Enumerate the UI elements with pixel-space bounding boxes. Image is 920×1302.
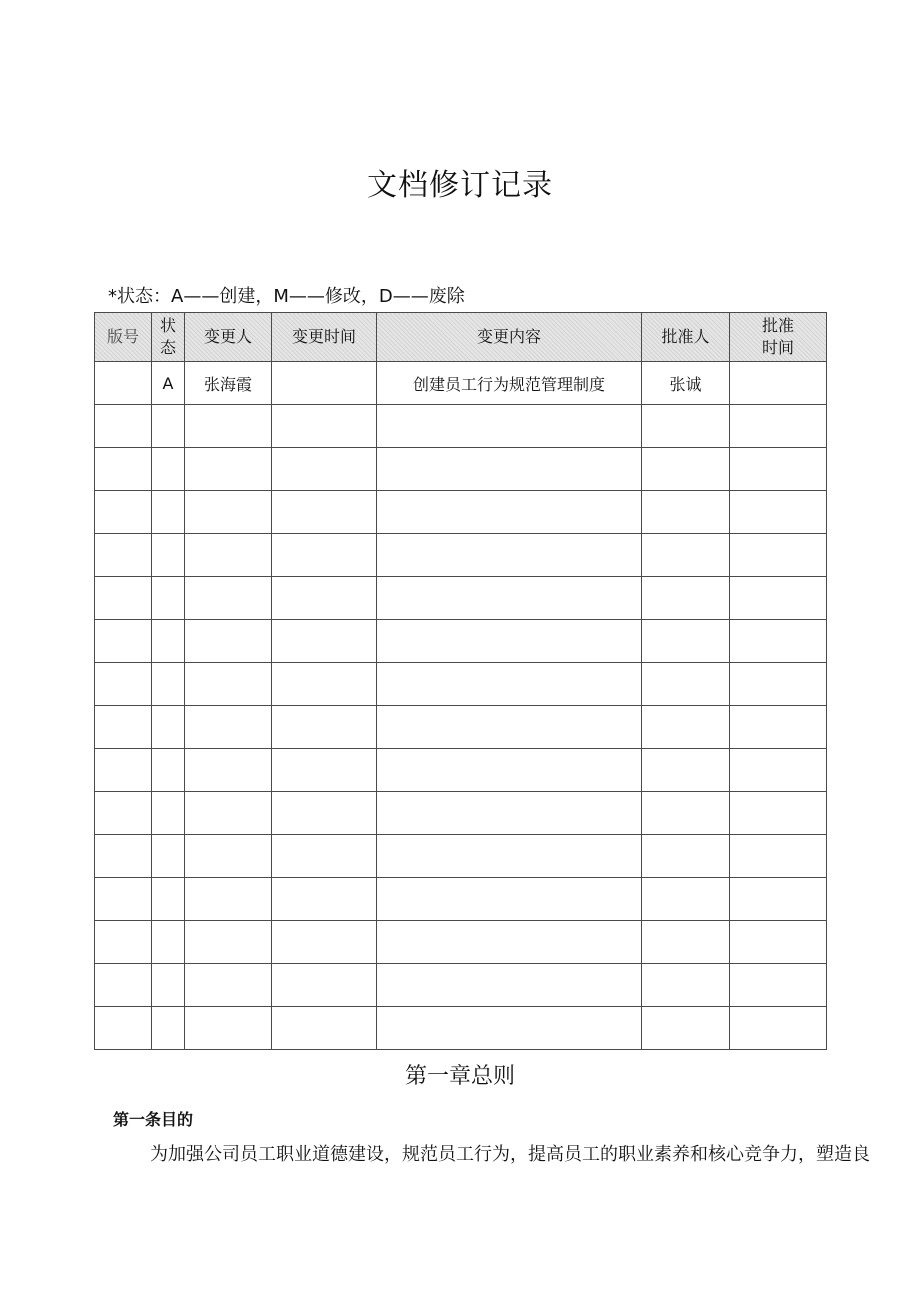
header-status: 状 态	[152, 313, 185, 362]
cell-approval-time	[730, 620, 827, 663]
cell-approval-time	[730, 491, 827, 534]
cell-approver	[642, 792, 730, 835]
cell-status	[152, 835, 185, 878]
cell-approver	[642, 491, 730, 534]
cell-change-content	[377, 749, 642, 792]
table-row	[95, 921, 827, 964]
cell-change-time	[272, 534, 377, 577]
cell-version	[95, 491, 152, 534]
cell-status	[152, 577, 185, 620]
cell-change-content	[377, 835, 642, 878]
cell-change-content	[377, 921, 642, 964]
cell-change-content	[377, 577, 642, 620]
cell-changer	[185, 749, 272, 792]
cell-change-time	[272, 749, 377, 792]
cell-version	[95, 706, 152, 749]
cell-change-content	[377, 878, 642, 921]
cell-changer	[185, 620, 272, 663]
cell-change-content	[377, 706, 642, 749]
table-row	[95, 1007, 827, 1050]
cell-status	[152, 792, 185, 835]
table-row	[95, 620, 827, 663]
cell-approval-time	[730, 405, 827, 448]
cell-approval-time	[730, 792, 827, 835]
header-changer: 变更人	[185, 313, 272, 362]
cell-approval-time	[730, 1007, 827, 1050]
article-heading: 第一条目的	[113, 1110, 194, 1129]
table-body	[95, 362, 827, 1050]
cell-version	[95, 405, 152, 448]
table-row	[95, 792, 827, 835]
table-row	[95, 706, 827, 749]
cell-changer	[185, 534, 272, 577]
cell-change-time	[272, 921, 377, 964]
table-row	[95, 964, 827, 1007]
cell-approver	[642, 405, 730, 448]
cell-change-time	[272, 706, 377, 749]
cell-status	[152, 448, 185, 491]
cell-change-time	[272, 577, 377, 620]
header-version: 版号	[95, 313, 152, 362]
cell-approval-time	[730, 964, 827, 1007]
table-row	[95, 405, 827, 448]
cell-version	[95, 1007, 152, 1050]
cell-approver	[642, 835, 730, 878]
cell-approver	[642, 706, 730, 749]
cell-change-time	[272, 362, 377, 405]
table-row	[95, 534, 827, 577]
cell-status	[152, 620, 185, 663]
cell-change-content	[377, 964, 642, 1007]
cell-version	[95, 663, 152, 706]
cell-approver	[642, 921, 730, 964]
cell-change-time	[272, 1007, 377, 1050]
cell-changer	[185, 491, 272, 534]
cell-approval-time	[730, 534, 827, 577]
document-title: 文档修订记录	[367, 168, 553, 203]
cell-change-content	[377, 491, 642, 534]
cell-approver	[642, 1007, 730, 1050]
cell-approver	[642, 448, 730, 491]
table-row	[95, 448, 827, 491]
cell-approver	[642, 620, 730, 663]
table-row	[95, 663, 827, 706]
revision-table	[94, 312, 827, 1050]
cell-change-content	[377, 1007, 642, 1050]
cell-change-content	[377, 620, 642, 663]
table-row	[95, 835, 827, 878]
cell-approver	[642, 577, 730, 620]
header-approval-time: 批准 时间	[730, 313, 827, 362]
cell-change-content	[377, 663, 642, 706]
cell-approval-time	[730, 749, 827, 792]
cell-status	[152, 706, 185, 749]
cell-version	[95, 448, 152, 491]
cell-version	[95, 534, 152, 577]
cell-approver	[642, 534, 730, 577]
cell-change-content	[377, 448, 642, 491]
cell-version	[95, 878, 152, 921]
cell-approver: 张诚	[642, 362, 730, 405]
cell-approval-time	[730, 448, 827, 491]
cell-approver	[642, 663, 730, 706]
cell-approval-time	[730, 835, 827, 878]
cell-change-time	[272, 792, 377, 835]
cell-approval-time	[730, 663, 827, 706]
cell-change-time	[272, 835, 377, 878]
cell-status	[152, 534, 185, 577]
table-row	[95, 491, 827, 534]
cell-approver	[642, 749, 730, 792]
cell-changer	[185, 921, 272, 964]
cell-approval-time	[730, 362, 827, 405]
cell-status	[152, 964, 185, 1007]
header-change-content: 变更内容	[377, 313, 642, 362]
table-row	[95, 362, 827, 405]
cell-changer	[185, 792, 272, 835]
cell-changer	[185, 706, 272, 749]
header-change-time: 变更时间	[272, 313, 377, 362]
cell-status	[152, 878, 185, 921]
cell-changer	[185, 405, 272, 448]
cell-status	[152, 921, 185, 964]
cell-change-content	[377, 405, 642, 448]
cell-version	[95, 792, 152, 835]
cell-version	[95, 964, 152, 1007]
cell-status: A	[152, 362, 185, 405]
cell-change-time	[272, 964, 377, 1007]
cell-change-time	[272, 491, 377, 534]
cell-change-time	[272, 878, 377, 921]
cell-version	[95, 749, 152, 792]
cell-status	[152, 491, 185, 534]
cell-change-time	[272, 448, 377, 491]
cell-changer	[185, 964, 272, 1007]
table-header-row	[95, 313, 827, 362]
cell-change-time	[272, 405, 377, 448]
cell-change-content	[377, 534, 642, 577]
cell-changer	[185, 448, 272, 491]
cell-version	[95, 577, 152, 620]
cell-status	[152, 663, 185, 706]
cell-status	[152, 405, 185, 448]
cell-version	[95, 835, 152, 878]
cell-changer	[185, 878, 272, 921]
cell-approver	[642, 964, 730, 1007]
cell-changer: 张海霞	[185, 362, 272, 405]
cell-change-time	[272, 620, 377, 663]
header-approver: 批准人	[642, 313, 730, 362]
status-legend: *状态：A——创建，M——修改，D——废除	[108, 286, 465, 307]
cell-change-content: 创建员工行为规范管理制度	[377, 362, 642, 405]
cell-changer	[185, 577, 272, 620]
chapter-title: 第一章总则	[404, 1064, 515, 1089]
cell-approval-time	[730, 577, 827, 620]
cell-approval-time	[730, 878, 827, 921]
cell-changer	[185, 663, 272, 706]
cell-version	[95, 362, 152, 405]
cell-version	[95, 921, 152, 964]
cell-status	[152, 749, 185, 792]
table-row	[95, 749, 827, 792]
cell-approval-time	[730, 706, 827, 749]
cell-version	[95, 620, 152, 663]
table-row	[95, 878, 827, 921]
cell-changer	[185, 1007, 272, 1050]
cell-changer	[185, 835, 272, 878]
cell-status	[152, 1007, 185, 1050]
cell-change-time	[272, 663, 377, 706]
article-body: 为加强公司员工职业道德建设，规范员工行为，提高员工的职业素养和核心竞争力，塑造良	[150, 1144, 870, 1165]
cell-change-content	[377, 792, 642, 835]
cell-approver	[642, 878, 730, 921]
table-row	[95, 577, 827, 620]
cell-approval-time	[730, 921, 827, 964]
